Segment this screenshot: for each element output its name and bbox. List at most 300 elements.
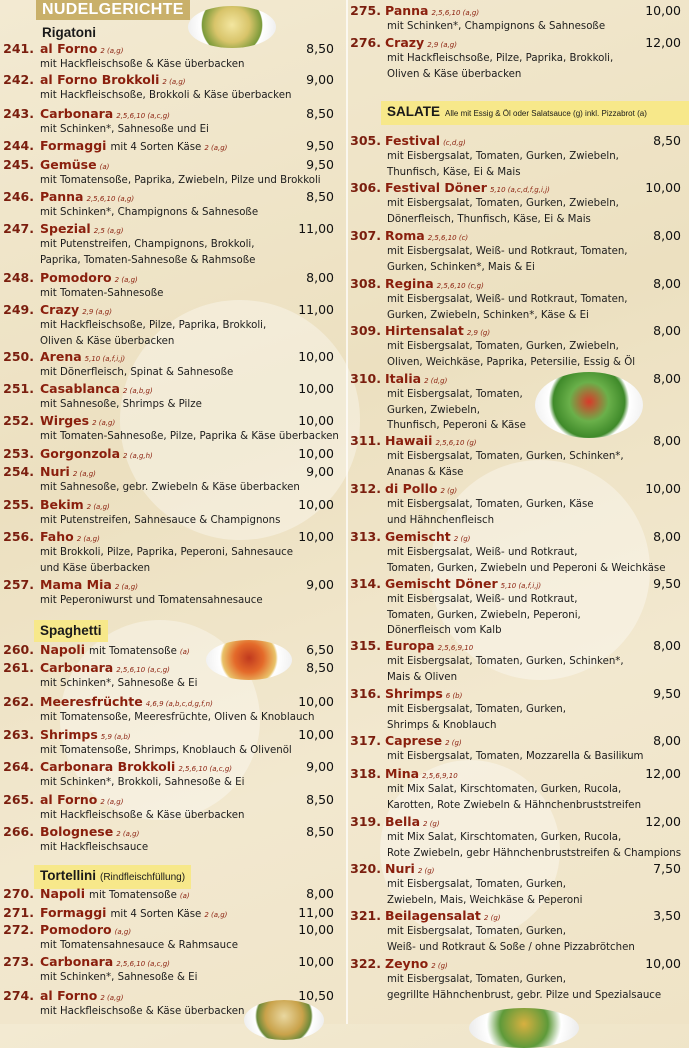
tortellini-dish-image [244,1000,324,1040]
item-description: mit Tomaten-Sahnesoße, Pilze, Paprika & Käse überbacken [40,431,339,442]
item-number: 311. [350,433,381,448]
item-name [40,106,170,121]
pasta-dish-image [188,6,276,48]
item-name-text: Gemischt [385,529,451,544]
item-description: mit Mix Salat, Kirschtomaten, Gurken, Rucola, [387,832,622,843]
item-price: 8,50 [653,133,681,148]
item-price: 9,50 [653,686,681,701]
allergen-code: 2 (g) [445,739,462,747]
section-heading-text: Tortellini [40,868,96,883]
item-name-text: di Pollo [385,481,438,496]
allergen-code: (a) [179,892,190,900]
spaghetti-dish-image [206,640,292,680]
item-description: Thunfisch, Peperoni & Käse [387,420,526,431]
item-number: 271. [3,905,34,920]
item-price: 8,50 [306,189,334,204]
item-name [40,381,153,396]
allergen-code: 2 (a,g) [162,78,186,86]
allergen-code: 2 (a,g) [100,47,124,55]
item-name [40,157,109,172]
allergen-code: 2 (a,g) [72,470,96,478]
item-name-text: Gemischt Döner [385,576,498,591]
item-name-text: Bella [385,814,421,829]
item-name [40,660,170,675]
item-description: mit Hackfleischsauce [40,842,149,853]
item-description: mit Eisbergsalat, Weiß- und Rotkraut, [387,594,578,605]
item-description: mit Eisbergsalat, Tomaten, Mozzarella & Basilikum [387,751,644,762]
item-description: Tomaten, Gurken, Zwiebeln und Peperoni & Weichkäse [387,562,666,574]
item-description: mit Schinken*, Sahnesoße & Ei [40,972,198,983]
section-heading-text: Rigatoni [42,25,96,40]
item-price: 8,00 [653,276,681,291]
item-number: 241. [3,41,34,56]
allergen-code: 2,5,6,10 (a,g) [86,195,135,203]
allergen-code: 2 (a,g) [204,911,228,919]
item-name-text: Festival Döner [385,180,487,195]
item-name-text: al Forno [40,41,98,56]
item-name [385,956,448,971]
item-description: mit Eisbergsalat, Tomaten, Gurken, [387,879,566,890]
item-price: 11,00 [298,905,334,920]
item-name [40,138,227,153]
allergen-code: 2 (a,g) [114,583,138,591]
allergen-code: 2,5,6,10 (a,c,g) [178,765,232,773]
item-name [385,3,479,18]
item-name [40,72,186,87]
item-price: 8,00 [653,638,681,653]
allergen-code: 2,9 (a,g) [427,41,457,49]
item-description: mit Eisbergsalat, Weiß- und Rotkraut, Tomaten, [387,294,628,305]
item-description: mit Hackfleischsoße, Pilze, Paprika, Brokkoli, [387,53,614,64]
salad-dish-image [535,372,643,438]
item-description: mit Hackfleischsoße & Käse überbacken [40,59,245,70]
item-price: 7,50 [653,861,681,876]
item-name-text: Bolognese [40,824,114,839]
item-price: 8,00 [653,529,681,544]
item-number: 318. [350,766,381,781]
item-name-text: Casablanca [40,381,120,396]
item-number: 321. [350,908,381,923]
allergen-code: 2 (d,g) [424,377,448,385]
item-number: 307. [350,228,381,243]
item-description: mit Eisbergsalat, Tomaten, [387,389,523,400]
item-name-text: Panna [40,189,84,204]
item-price: 6,50 [306,642,334,657]
item-name-text: Wirges [40,413,90,428]
item-description: mit Eisbergsalat, Tomaten, Gurken, Zwiebeln, [387,341,619,352]
item-number: 319. [350,814,381,829]
item-description: mit Brokkoli, Pilze, Paprika, Peperoni, Sahnesauce [40,547,294,558]
section-heading-text: SALATE [387,104,440,119]
item-name [40,824,139,839]
item-price: 10,00 [298,954,334,969]
item-price: 12,00 [645,766,681,781]
item-name [40,577,138,592]
item-price: 8,50 [306,106,334,121]
item-price: 10,00 [645,481,681,496]
item-description: mit 4 Sorten Käse [110,142,202,153]
item-description: mit Eisbergsalat, Tomaten, Gurken, Käse [387,499,594,510]
item-name-text: Carbonara [40,954,114,969]
allergen-code: 2 (g) [423,820,440,828]
item-name [40,464,96,479]
item-price: 12,00 [645,35,681,50]
allergen-code: 2,5,6,10 (g) [435,439,477,447]
salad-bowl-image [469,1008,579,1048]
item-name-text: Beilagensalat [385,908,481,923]
item-name [40,446,153,461]
item-description: mit 4 Sorten Käse [110,909,202,920]
item-name-text: al Forno [40,792,98,807]
item-name [385,686,462,701]
item-description: Gurken, Zwiebeln, Schinken*, Käse & Ei [387,309,589,321]
item-description: Oliven & Käse überbacken [40,335,175,347]
allergen-code: 5,10 (a,f,i,j) [84,355,126,363]
item-name [40,694,213,709]
allergen-code: 2 (a,g) [100,994,124,1002]
item-price: 10,00 [645,956,681,971]
item-price: 10,00 [298,922,334,937]
item-description: Tomaten, Gurken, Zwiebeln, Peperoni, [387,609,581,621]
item-number: 250. [3,349,34,364]
item-description: mit Putenstreifen, Champignons, Brokkoli, [40,239,255,250]
item-number: 254. [3,464,34,479]
item-number: 312. [350,481,381,496]
item-description: Thunfisch, Käse, Ei & Mais [387,166,521,178]
section-heading-text: Spaghetti [40,623,102,638]
item-name [385,35,457,50]
allergen-code: 2 (a,b,g) [122,387,153,395]
item-name [40,727,131,742]
item-name [385,228,468,243]
item-description: Paprika, Tomaten-Sahnesoße & Rahmsoße [40,254,256,266]
item-name [385,529,470,544]
allergen-code: 2 (a,g) [116,830,140,838]
item-number: 313. [350,529,381,544]
item-name [40,302,112,317]
item-description: mit Tomatensoße [89,890,177,901]
item-name [40,954,170,969]
item-price: 10,50 [298,988,334,1003]
item-name-text: Shrimps [40,727,98,742]
item-description: mit Eisbergsalat, Tomaten, Gurken, [387,974,566,985]
item-name-text: Nuri [40,464,70,479]
item-description: mit Sahnesoße, gebr. Zwiebeln & Käse überbacken [40,482,300,493]
item-name [385,638,473,653]
item-name [385,433,477,448]
item-number: 253. [3,446,34,461]
item-name [385,133,466,148]
item-description: mit Dönerfleisch, Spinat & Sahnesoße [40,367,234,378]
item-name-text: Spezial [40,221,91,236]
item-name-text: Nuri [385,861,415,876]
item-number: 310. [350,371,381,386]
item-number: 246. [3,189,34,204]
item-description: und Käse überbacken [40,562,151,574]
item-name [40,642,190,657]
item-name-text: Crazy [40,302,80,317]
item-name-text: Shrimps [385,686,443,701]
item-name-text: Meeresfrüchte [40,694,143,709]
section-heading-spaghetti [34,620,108,642]
item-number: 249. [3,302,34,317]
allergen-code: 2 (g) [440,487,458,495]
item-price: 3,50 [653,908,681,923]
item-number: 251. [3,381,34,396]
item-description: mit Hackfleischsoße & Käse überbacken [40,1006,245,1017]
allergen-code: 2,5 (a,g) [93,227,124,235]
item-description: mit Schinken*, Champignons & Sahnesoße [387,21,606,32]
item-price: 8,00 [653,371,681,386]
item-number: 242. [3,72,34,87]
allergen-code: 2,9 (a,g) [82,308,112,316]
allergen-code: 2,5,6,10 (a,c,g) [116,960,170,968]
item-description: mit Putenstreifen, Sahnesauce & Champignons [40,515,281,526]
item-number: 264. [3,759,34,774]
item-price: 10,00 [298,381,334,396]
item-description: Rote Zwiebeln, gebr Hähnchenbruststreifen & Champions [387,847,682,859]
item-name-text: Faho [40,529,74,544]
item-name [385,908,501,923]
allergen-code: 2,5,6,9,10 [422,772,458,780]
item-name [40,41,123,56]
item-number: 270. [3,886,34,901]
item-description: mit Eisbergsalat, Tomaten, Gurken, [387,926,566,937]
item-price: 9,00 [306,759,334,774]
allergen-code: 2 (g) [431,962,448,970]
item-name [385,766,458,781]
allergen-code: 2 (g) [453,535,471,543]
allergen-code: 2 (a,g) [114,276,138,284]
item-description: mit Schinken*, Champignons & Sahnesoße [40,207,259,218]
item-description: mit Schinken*, Sahnesoße und Ei [40,124,209,135]
item-name-text: Europa [385,638,435,653]
item-name [385,861,434,876]
item-description: mit Tomatensoße, Shrimps, Knoblauch & Olivenöl [40,745,292,756]
item-price: 10,00 [298,349,334,364]
allergen-code: 2,5,6,10 (c,g) [436,282,484,290]
section-heading-note: (Rindfleischfüllung) [100,872,186,883]
item-number: 273. [3,954,34,969]
item-name [40,988,123,1003]
item-number: 262. [3,694,34,709]
item-description: mit Eisbergsalat, Tomaten, Gurken, [387,704,566,715]
item-number: 245. [3,157,34,172]
allergen-code: 2,5,6,9,10 [437,644,474,652]
item-name-text: al Forno Brokkoli [40,72,160,87]
item-description: mit Eisbergsalat, Tomaten, Gurken, Zwiebeln, [387,151,619,162]
allergen-code: 2 (a,g,h) [123,452,153,460]
item-number: 275. [350,3,381,18]
section-heading-salate [381,101,689,125]
allergen-code: (a,g) [114,928,132,936]
item-name-text: Crazy [385,35,425,50]
item-number: 314. [350,576,381,591]
allergen-code: 2 (a,g) [204,144,228,152]
item-price: 12,00 [645,814,681,829]
item-description: mit Schinken*, Brokkoli, Sahnesoße & Ei [40,777,245,788]
item-name [40,413,115,428]
item-number: 260. [3,642,34,657]
item-description: mit Peperoniwurst und Tomatensahnesauce [40,595,263,606]
item-name-text: Caprese [385,733,443,748]
item-price: 9,00 [306,464,334,479]
item-description: Karotten, Rote Zwiebeln & Hähnchenbruststreifen [387,799,642,811]
item-number: 309. [350,323,381,338]
item-price: 10,00 [298,694,334,709]
item-name-text: Pomodoro [40,922,112,937]
item-name [40,759,232,774]
item-name [40,922,131,937]
item-name-text: Formaggi [40,138,107,153]
item-description: Dönerfleisch, Thunfisch, Käse, Ei & Mais [387,213,591,225]
item-number: 265. [3,792,34,807]
item-name [40,529,100,544]
allergen-code: 2 (a,g) [86,503,110,511]
item-description: und Hähnchenfleisch [387,514,495,526]
item-name [385,814,440,829]
item-price: 10,00 [298,446,334,461]
allergen-code: 2,5,6,10 (a,c,g) [116,112,170,120]
item-number: 256. [3,529,34,544]
item-description: mit Tomatensoße [89,646,177,657]
item-number: 243. [3,106,34,121]
item-price: 11,00 [298,221,334,236]
item-number: 247. [3,221,34,236]
item-number: 317. [350,733,381,748]
item-description: mit Sahnesoße, Shrimps & Pilze [40,399,202,410]
item-name-text: Hirtensalat [385,323,464,338]
item-price: 8,00 [306,270,334,285]
allergen-code: 2 (a,g) [100,798,124,806]
allergen-code: 2 (g) [417,867,435,875]
item-name-text: Zeyno [385,956,429,971]
allergen-code: (c,d,g) [443,139,466,147]
item-price: 10,00 [645,180,681,195]
allergen-code: 2 (g) [483,914,501,922]
item-description: Gurken, Zwiebeln, [387,404,480,416]
item-name-text: Pomodoro [40,270,112,285]
item-price: 10,00 [298,497,334,512]
item-description: mit Schinken*, Sahnesoße & Ei [40,678,198,689]
item-name [385,371,447,386]
item-description: mit Eisbergsalat, Weiß- und Rotkraut, Tomaten, [387,246,628,257]
item-description: Shrimps & Knoblauch [387,719,497,731]
allergen-code: (a) [99,163,110,171]
item-description: Weiß- und Rotkraut & Soße / ohne Pizzabrötchen [387,941,635,953]
item-price: 8,50 [306,792,334,807]
item-description: mit Tomaten-Sahnesoße [40,288,164,299]
item-name [40,886,190,901]
item-price: 8,00 [653,733,681,748]
item-name-text: Carbonara Brokkoli [40,759,176,774]
item-number: 308. [350,276,381,291]
item-number: 261. [3,660,34,675]
item-number: 263. [3,727,34,742]
item-name-text: Napoli [40,886,86,901]
item-number: 316. [350,686,381,701]
item-number: 248. [3,270,34,285]
item-name [40,270,138,285]
allergen-code: 5,9 (a,b) [100,733,131,741]
item-name [385,733,462,748]
item-price: 8,00 [653,228,681,243]
item-description: mit Tomatensoße, Paprika, Zwiebeln, Pilze und Brokkoli [40,175,321,186]
item-name-text: Festival [385,133,441,148]
item-description: mit Hackfleischsoße & Käse überbacken [40,810,245,821]
allergen-code: 2,9 (g) [466,329,491,337]
item-name-text: Panna [385,3,429,18]
item-name-text: Arena [40,349,82,364]
item-description: Ananas & Käse [387,466,464,478]
item-price: 9,00 [306,72,334,87]
item-description: mit Eisbergsalat, Tomaten, Gurken, Schinken*, [387,656,624,667]
item-name-text: Roma [385,228,425,243]
item-number: 257. [3,577,34,592]
item-name-text: al Forno [40,988,98,1003]
item-name-text: Mama Mia [40,577,112,592]
item-number: 305. [350,133,381,148]
item-name-text: Gorgonzola [40,446,121,461]
item-name [40,792,123,807]
item-number: 274. [3,988,34,1003]
item-description: Mais & Oliven [387,671,458,683]
allergen-code: 2,5,6,10 (a,g) [431,9,480,17]
item-description: mit Hackfleischsoße, Pilze, Paprika, Brokkoli, [40,320,267,331]
item-price: 10,00 [298,413,334,428]
item-name [40,905,227,920]
item-number: 306. [350,180,381,195]
item-price: 8,50 [306,41,334,56]
allergen-code: 2,5,6,10 (c) [427,234,469,242]
allergen-code: 5,10 (a,f,i,j) [500,582,542,590]
item-name-text: Italia [385,371,422,386]
allergen-code: (a) [179,648,190,656]
item-price: 8,00 [306,886,334,901]
item-price: 9,50 [306,138,334,153]
item-description: mit Tomatensoße, Meeresfrüchte, Oliven & Knoblauch [40,712,315,723]
item-name [385,180,550,195]
item-name-text: Formaggi [40,905,107,920]
item-description: gegrillte Hähnchenbrust, gebr. Pilze und Spezialsauce [387,989,662,1001]
item-price: 8,00 [653,433,681,448]
item-price: 9,50 [653,576,681,591]
item-number: 266. [3,824,34,839]
allergen-code: 2,5,6,10 (a,c,g) [116,666,170,674]
page-title: NUDELGERICHTE [36,0,190,20]
item-price: 10,00 [645,3,681,18]
item-description: Oliven & Käse überbacken [387,68,522,80]
item-description: Oliven, Weichkäse, Paprika, Petersilie, Essig & Öl [387,356,636,368]
item-name-text: Gemüse [40,157,97,172]
item-name [385,481,457,496]
item-number: 315. [350,638,381,653]
item-price: 9,00 [306,577,334,592]
item-name-text: Mina [385,766,420,781]
item-name [385,323,490,338]
item-description: Zwiebeln, Mais, Weichkäse & Peperoni [387,894,583,906]
item-name [40,349,125,364]
item-number: 255. [3,497,34,512]
item-name-text: Hawaii [385,433,433,448]
item-price: 10,00 [298,727,334,742]
item-price: 10,00 [298,529,334,544]
item-name-text: Carbonara [40,660,114,675]
allergen-code: 4,6,9 (a,b,c,d,g,f,n) [145,700,213,708]
item-price: 8,50 [306,660,334,675]
allergen-code: 2 (a,g) [76,535,100,543]
item-description: mit Tomatensahnesauce & Rahmsauce [40,940,238,951]
